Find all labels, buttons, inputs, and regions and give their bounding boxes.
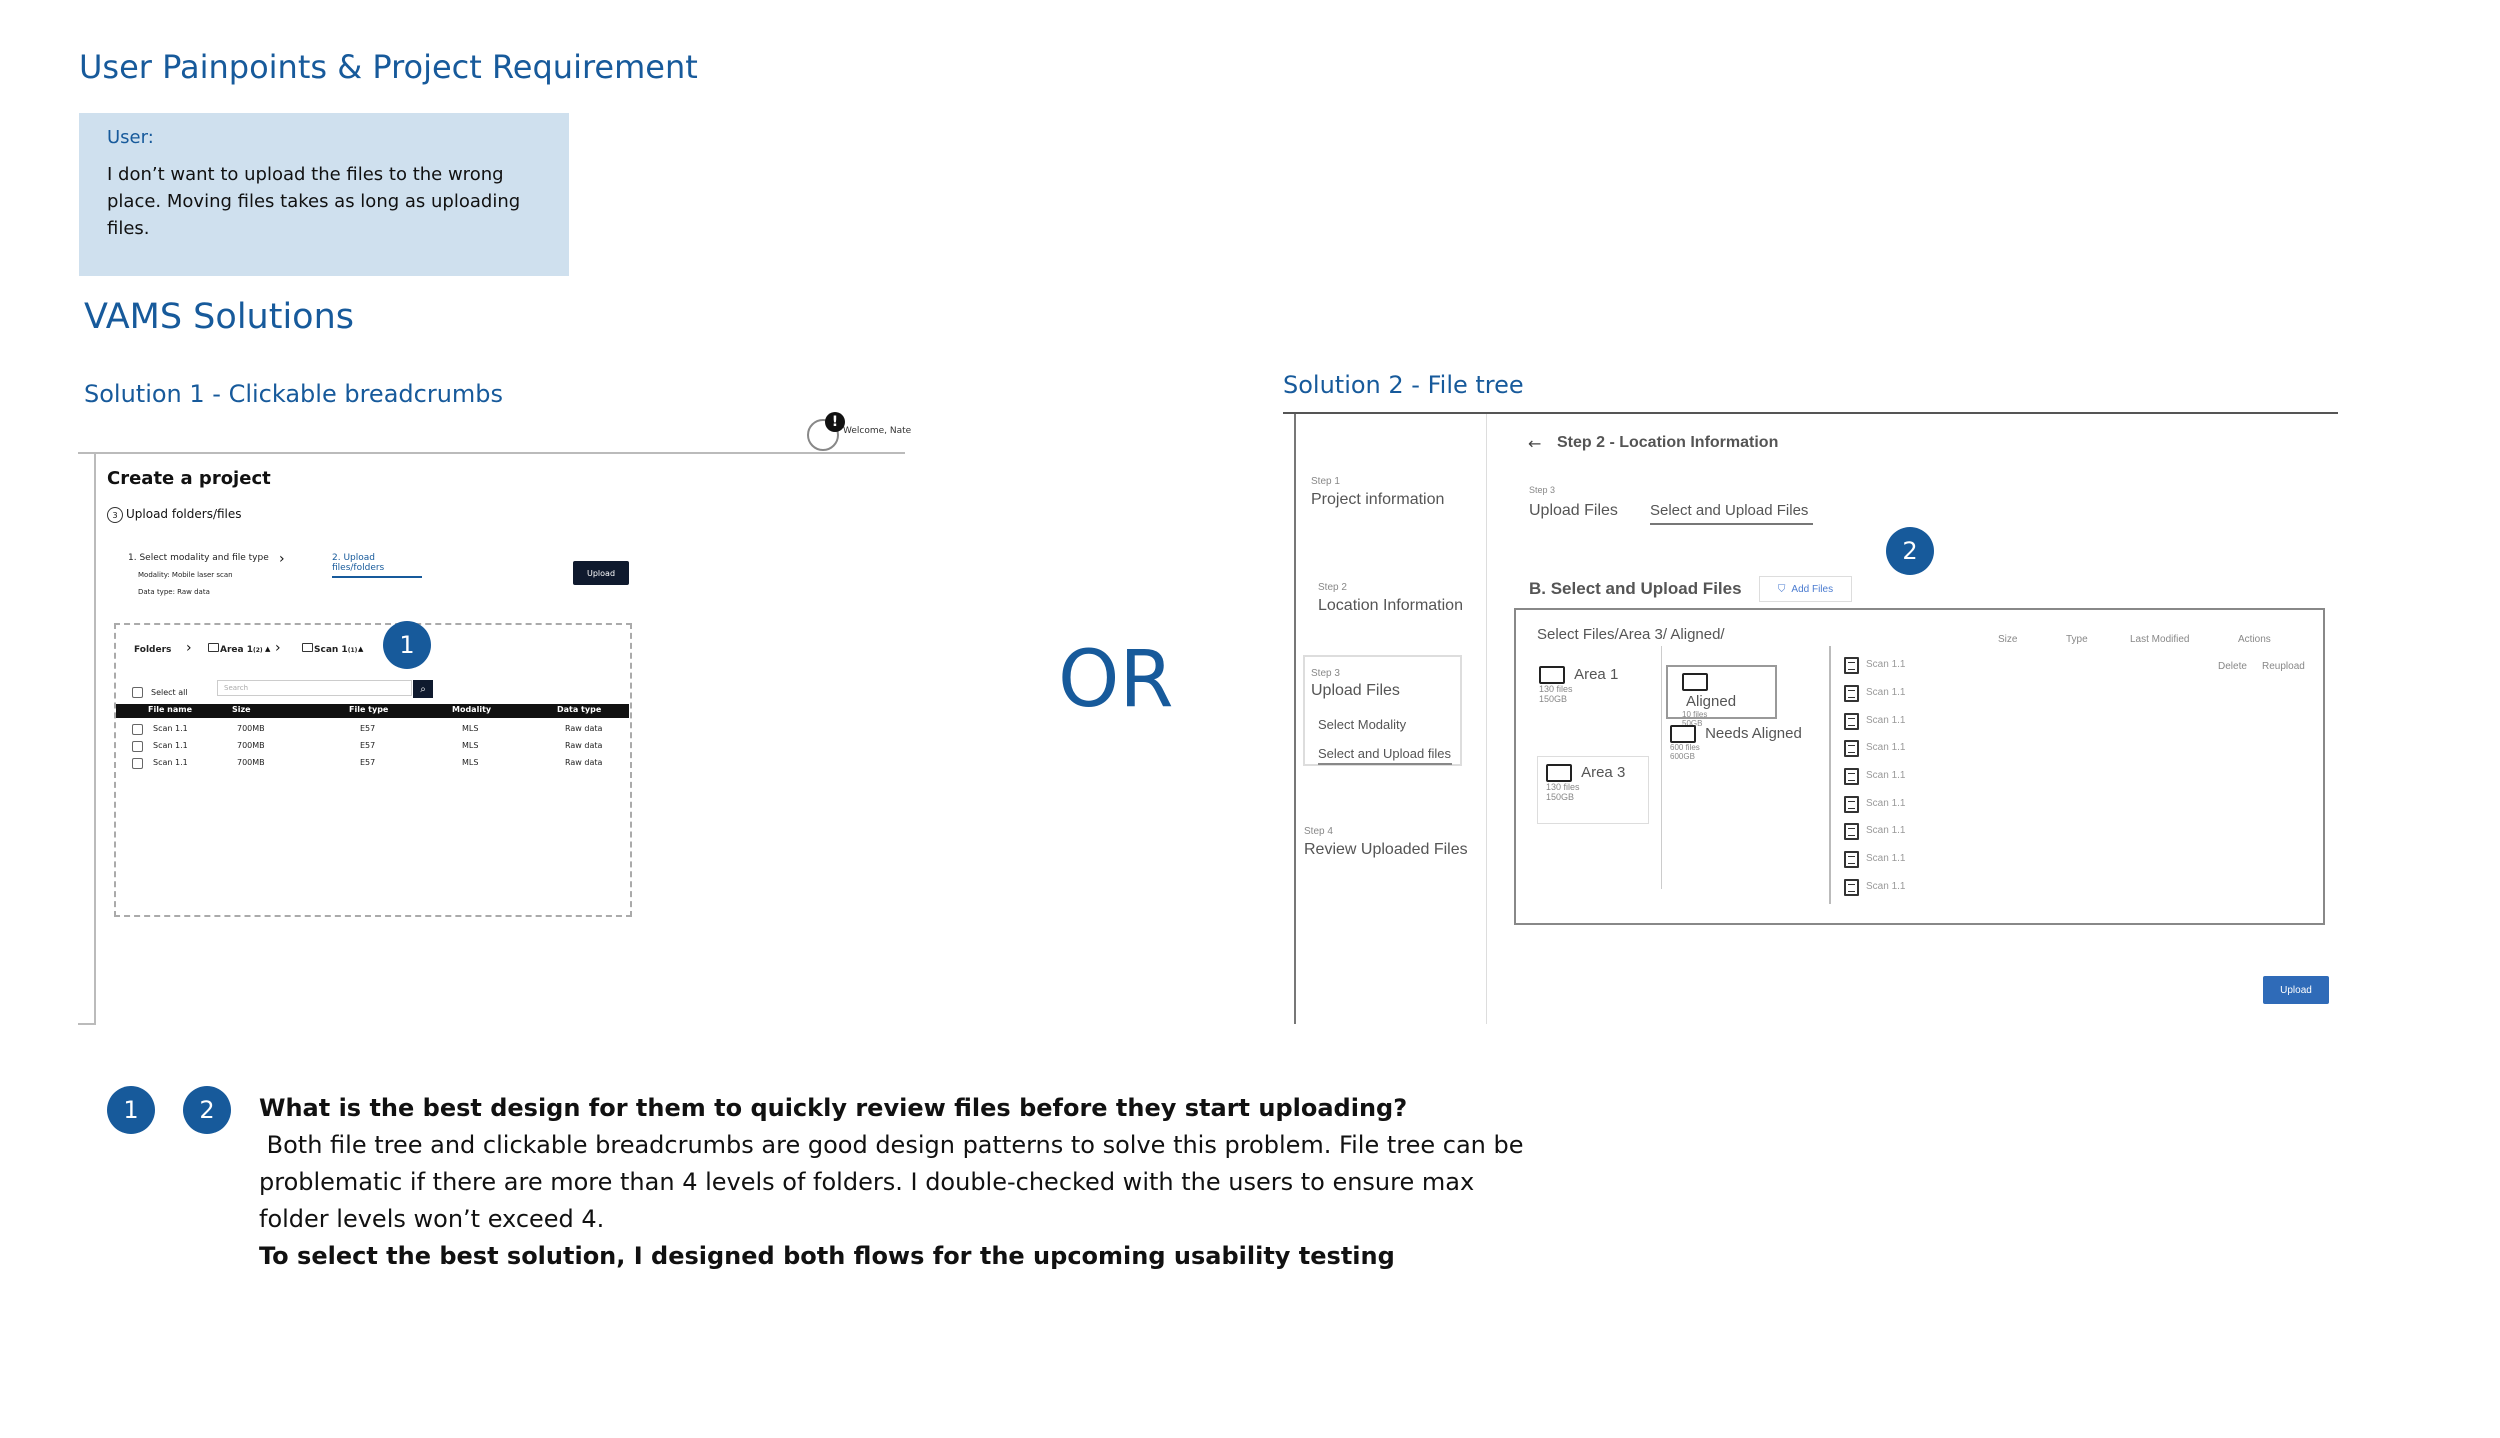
s1-topbar-line xyxy=(78,452,905,454)
col-size[interactable]: Size xyxy=(232,705,251,714)
file-icon xyxy=(1844,823,1859,840)
back-arrow-icon[interactable]: ← xyxy=(1528,434,1542,453)
cell-file-type: E57 xyxy=(360,741,376,750)
body-text: Both file tree and clickable breadcrumbs are good design patterns to solve this problem. File tree can be problematic if there are more than 4 levels of folders. I double-checked with the users to ensure max folder levels won’t exceed 4. xyxy=(259,1131,1532,1233)
step1-label[interactable]: Project information xyxy=(1311,491,1445,508)
or-divider-label: OR xyxy=(1058,635,1174,725)
page-heading: User Painpoints & Project Requirement xyxy=(79,48,698,86)
file-item[interactable]: Scan 1.1 xyxy=(1866,770,1906,781)
cell-modality: MLS xyxy=(462,741,479,750)
cell-size: 700MB xyxy=(237,741,265,750)
create-project-title: Create a project xyxy=(107,468,271,489)
col-actions[interactable]: Actions xyxy=(2238,634,2271,645)
question-text: What is the best design for them to quickly review files before they start uploading? xyxy=(259,1094,1408,1122)
solutions-title: VAMS Solutions xyxy=(84,297,355,337)
caret-up-icon[interactable]: ▲ xyxy=(358,645,364,653)
step1-number: Step 1 xyxy=(1311,476,1340,487)
step2-label[interactable]: Location Information xyxy=(1318,597,1463,614)
col-size[interactable]: Size xyxy=(1998,634,2018,645)
file-item[interactable]: Scan 1.1 xyxy=(1866,659,1906,670)
folder-icon xyxy=(1670,725,1696,743)
cell-data-type: Raw data xyxy=(565,758,603,767)
folder-icon xyxy=(302,643,313,652)
search-input[interactable]: Search xyxy=(217,680,412,696)
alert-icon[interactable]: ! xyxy=(825,412,845,432)
file-item[interactable]: Scan 1.1 xyxy=(1866,687,1906,698)
user-label: User: xyxy=(107,127,154,148)
row-checkbox[interactable] xyxy=(132,724,143,735)
col-data-type[interactable]: Data type xyxy=(557,705,602,714)
breadcrumb-area[interactable]: Area 1(2) xyxy=(220,645,263,655)
tree-divider-1 xyxy=(1661,646,1662,889)
caret-up-icon[interactable]: ▲ xyxy=(265,645,271,653)
marker-1: 1 xyxy=(107,1086,155,1134)
step4-label[interactable]: Review Uploaded Files xyxy=(1304,841,1468,858)
s2-side-line xyxy=(1294,414,1296,1024)
search-icon[interactable]: ⌕ xyxy=(413,680,433,698)
area3-folder[interactable]: Area 3 130 files 150GB xyxy=(1537,756,1649,824)
aligned-folder[interactable]: Aligned 10 files 50GB xyxy=(1666,665,1777,719)
cell-data-type: Raw data xyxy=(565,741,603,750)
s1-side-line xyxy=(94,452,96,1024)
file-icon xyxy=(1844,713,1859,730)
needs-aligned-folder[interactable]: Needs Aligned 600 files 600GB xyxy=(1670,725,1802,761)
file-browser-frame xyxy=(114,623,632,917)
col-modality[interactable]: Modality xyxy=(452,705,492,714)
file-icon xyxy=(1844,740,1859,757)
file-icon xyxy=(1844,796,1859,813)
area1-folder[interactable]: Area 1 130 files 150GB xyxy=(1539,666,1619,704)
select-all-checkbox[interactable] xyxy=(132,687,143,698)
substep-modality[interactable]: 1. Select modality and file type xyxy=(128,553,269,563)
marker-2: 2 xyxy=(183,1086,231,1134)
welcome-text: Welcome, Nate xyxy=(843,426,912,436)
chevron-right-icon: › xyxy=(186,640,192,656)
current-path: Select Files/Area 3/ Aligned/ xyxy=(1537,626,1725,643)
row-checkbox[interactable] xyxy=(132,758,143,769)
step2-number: Step 2 xyxy=(1318,582,1347,593)
file-item[interactable]: Scan 1.1 xyxy=(1866,881,1906,892)
step-number-badge: 3 xyxy=(107,507,123,523)
substep-upload-tab[interactable]: 2. Upload files/folders xyxy=(332,553,422,578)
step3-number: Step 3 xyxy=(1311,668,1340,679)
file-icon xyxy=(1844,768,1859,785)
select-all-label: Select all xyxy=(151,688,188,697)
breadcrumb-folders[interactable]: Folders xyxy=(134,645,172,655)
file-icon xyxy=(1844,657,1859,674)
cell-size: 700MB xyxy=(237,758,265,767)
modality-value: Modality: Mobile laser scan xyxy=(138,571,233,579)
upload-button[interactable]: Upload xyxy=(573,561,629,585)
file-item[interactable]: Scan 1.1 xyxy=(1866,715,1906,726)
file-icon xyxy=(1844,685,1859,702)
cell-modality: MLS xyxy=(462,724,479,733)
shield-icon: ⛉ xyxy=(1777,583,1786,595)
add-files-button[interactable]: ⛉ Add Files xyxy=(1759,576,1852,602)
step-label: Upload folders/files xyxy=(126,507,242,521)
cell-size: 700MB xyxy=(237,724,265,733)
conclusion-text: To select the best solution, I designed both flows for the upcoming usability testing xyxy=(259,1242,1395,1270)
file-item[interactable]: Scan 1.1 xyxy=(1866,742,1906,753)
cell-file-name: Scan 1.1 xyxy=(153,758,188,767)
file-icon xyxy=(1844,879,1859,896)
folder-icon xyxy=(1539,666,1565,684)
cell-modality: MLS xyxy=(462,758,479,767)
col-file-name[interactable]: File name xyxy=(148,705,193,714)
file-icon xyxy=(1844,851,1859,868)
chevron-right-icon: › xyxy=(279,551,285,567)
file-item[interactable]: Scan 1.1 xyxy=(1866,853,1906,864)
section-title: B. Select and Upload Files xyxy=(1529,579,1742,598)
folder-icon xyxy=(1682,673,1708,691)
cell-data-type: Raw data xyxy=(565,724,603,733)
tab-upload-files[interactable]: Upload Files xyxy=(1529,502,1618,519)
row-checkbox[interactable] xyxy=(132,741,143,752)
chevron-right-icon: › xyxy=(275,640,281,656)
col-last-modified[interactable]: Last Modified xyxy=(2130,634,2190,645)
folder-icon xyxy=(208,643,219,652)
folder-icon xyxy=(1546,764,1572,782)
s2-stepper-divider xyxy=(1486,414,1487,1024)
substep-select-upload[interactable]: Select and Upload files xyxy=(1318,746,1452,765)
file-item[interactable]: Scan 1.1 xyxy=(1866,798,1906,809)
step3-label[interactable]: Upload Files xyxy=(1311,682,1400,699)
s2-top-line xyxy=(1283,412,2338,414)
s1-bottom-stub xyxy=(78,1023,96,1025)
step4-number: Step 4 xyxy=(1304,826,1333,837)
user-painpoint-card xyxy=(79,113,569,276)
location-header: Step 2 - Location Information xyxy=(1557,434,1779,451)
tree-divider-2 xyxy=(1829,646,1831,904)
reupload-action[interactable]: Reupload xyxy=(2262,661,2305,672)
user-quote: I don’t want to upload the files to the wrong place. Moving files takes as long as uploading files. xyxy=(107,164,521,239)
upload-button[interactable]: Upload xyxy=(2263,976,2329,1004)
file-item[interactable]: Scan 1.1 xyxy=(1866,825,1906,836)
breadcrumb-scan[interactable]: Scan 1(1) xyxy=(314,645,358,655)
tab-step-number: Step 3 xyxy=(1529,485,1556,495)
cell-file-name: Scan 1.1 xyxy=(153,741,188,750)
marker-1: 1 xyxy=(383,621,431,669)
discussion-text xyxy=(259,1090,1559,1275)
tab-select-upload[interactable]: Select and Upload Files xyxy=(1650,502,1813,525)
col-type[interactable]: Type xyxy=(2066,634,2088,645)
substep-select-modality[interactable]: Select Modality xyxy=(1318,717,1407,732)
marker-2: 2 xyxy=(1886,527,1934,575)
datatype-value: Data type: Raw data xyxy=(138,588,210,596)
delete-action[interactable]: Delete xyxy=(2218,661,2247,672)
solution2-title: Solution 2 - File tree xyxy=(1283,371,1524,399)
col-file-type[interactable]: File type xyxy=(349,705,389,714)
cell-file-type: E57 xyxy=(360,724,376,733)
solution1-title: Solution 1 - Clickable breadcrumbs xyxy=(84,380,504,408)
cell-file-name: Scan 1.1 xyxy=(153,724,188,733)
cell-file-type: E57 xyxy=(360,758,376,767)
